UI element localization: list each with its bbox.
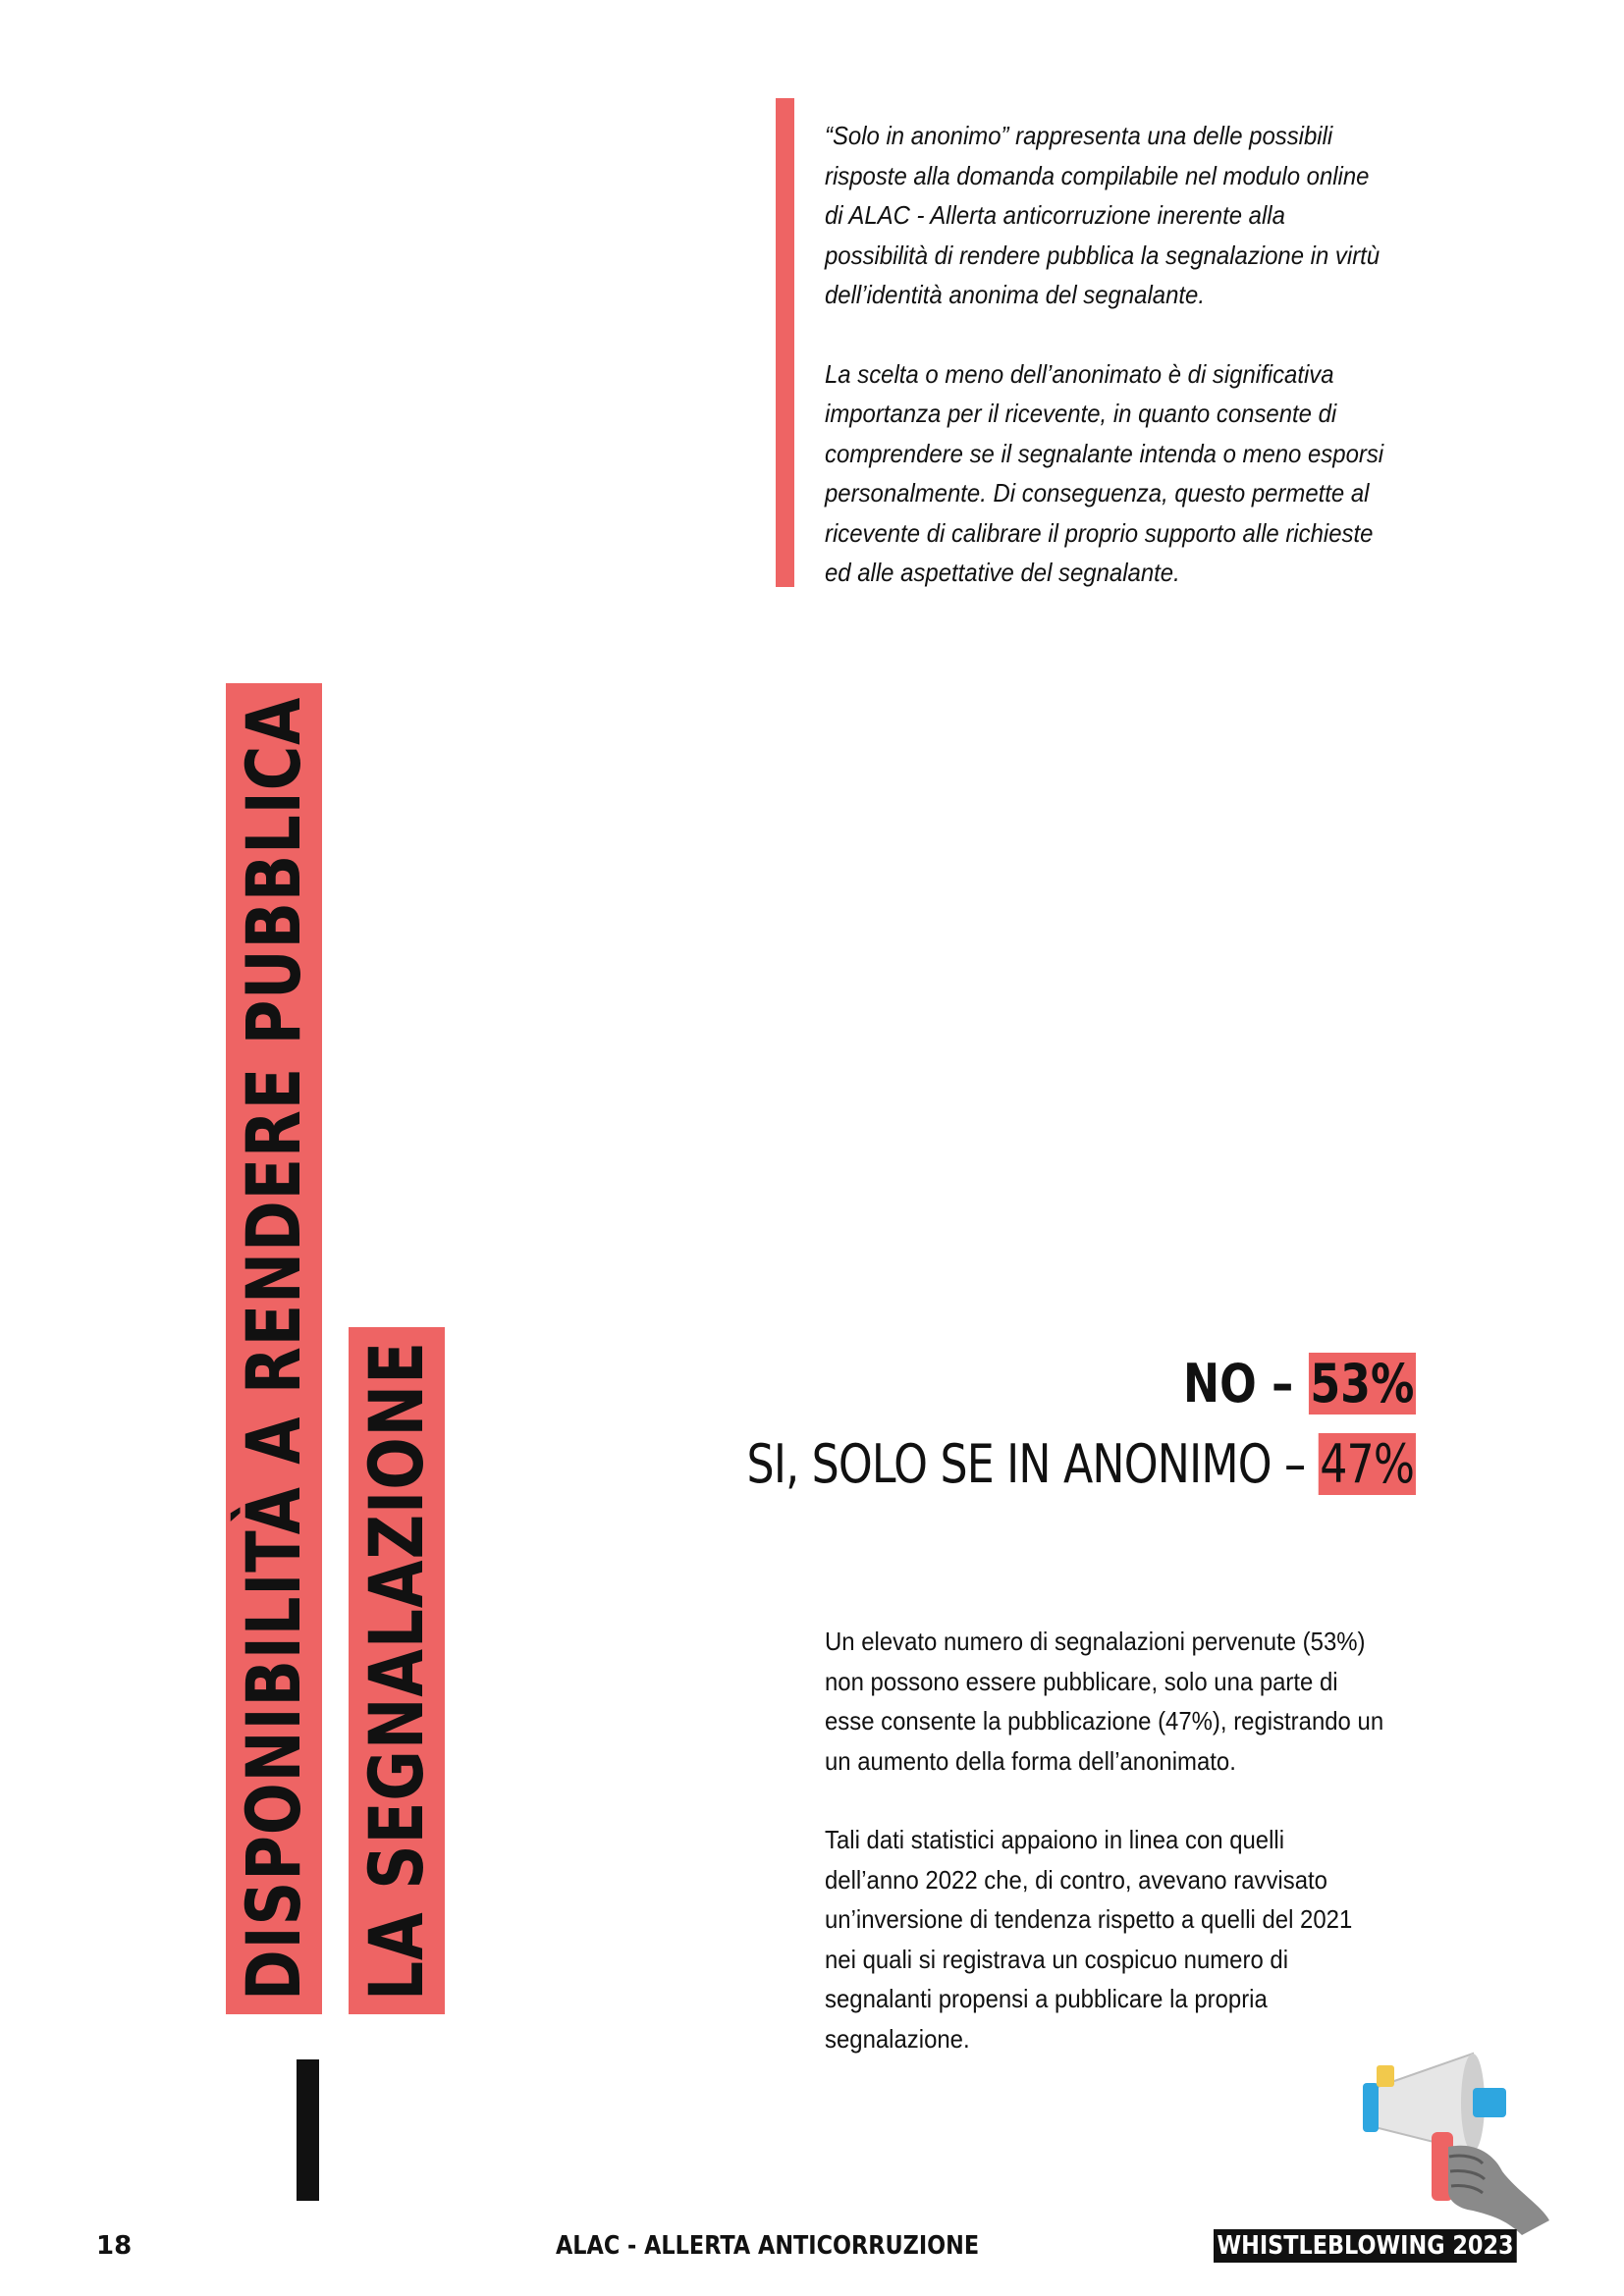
footer-report-label: WHISTLEBLOWING 2023 [1214,2229,1517,2263]
intro-paragraph-2: La scelta o meno dell’anonimato è di significativa importanza per il ricevente, in quanto consente di comprendere se il segnalante intenda o meno esporsi personalmente. Di conseguenza, questo permette al ricevente di calibrare il proprio supporto alle richieste ed alle aspettative del segnalante. [825,358,1384,587]
body-text [825,1622,1384,2098]
body-paragraph-1: Un elevato numero di segnalazioni pervenute (53%) non possono essere pubblicare, solo una parte di esse consente la pubblicazione (47%), registrando un un aumento della forma dell’anonimato. [825,1627,1384,1776]
section-title-line-1: DISPONIBILITÀ A RENDERE PUBBLICA [226,683,322,2014]
megaphone-icon [1355,2034,1551,2240]
page-number: 18 [96,2231,133,2261]
stat-si-value: 47% [1320,1433,1415,1495]
intro-text [825,116,1384,632]
body-paragraph-2: Tali dati statistici appaiono in linea con quelli dell’anno 2022 che, di contro, avevano ravvisato un’inversione di tendenza rispetto a quelli del 2021 nei quali si registrava un cospicuo numero di segnalanti propensi a pubblicare la propria segnalazione. [825,1825,1353,2054]
footer-publication-title: ALAC - ALLERTA ANTICORRUZIONE [556,2231,980,2261]
quote-accent-bar [776,98,794,587]
stat-no-label: NO – [1183,1353,1309,1415]
stat-si-label: SI, SOLO SE IN ANONIMO – [746,1433,1319,1495]
stat-no [1132,1353,1416,1415]
stat-si [600,1433,1416,1495]
section-title-line-2: LA SEGNALAZIONE [349,1327,445,2014]
stat-no-value: 53% [1310,1353,1415,1415]
intro-paragraph-1: “Solo in anonimo” rappresenta una delle possibili risposte alla domanda compilabile nel modulo online di ALAC - Allerta anticorruzione inerente alla possibilità di rendere pubblica la segnalazione in virtù dell’identità anonima del segnalante. [825,121,1380,309]
decorative-dash [297,2059,319,2201]
